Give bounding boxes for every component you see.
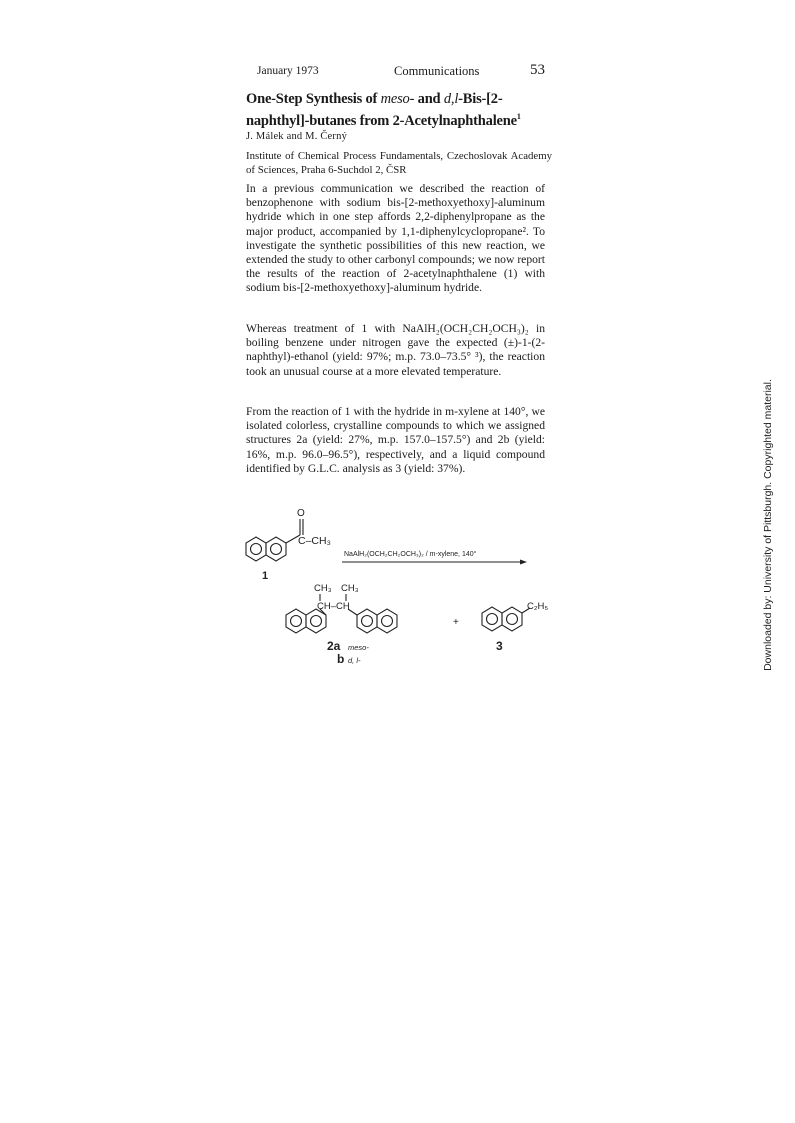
compound-1-label: 1 [262,570,269,582]
affiliation: Institute of Chemical Process Fundamentals, Czechoslovak Academy of Sciences, Praha 6-Suchdol 2, ČSR [246,150,552,176]
paragraph-benzene: Whereas treatment of 1 with NaAlH₂(OCH₂CH₂OCH₃)₂ in boiling benzene under nitrogen gave the expected (±)-1-(2-naphthyl)-ethanol (yield: 97%; m.p. 73.0–73.5° ³), the reaction took an unusual course at a more elevated temperature. [246,322,545,378]
reaction-arrow-icon [342,560,527,565]
page-number: 53 [530,62,545,78]
watermark-text: Downloaded by: University of Pittsburgh. Copyrighted material. [762,379,774,671]
compound-2a-label: 2a [327,639,341,653]
authors: J. Málek and M. Černý [246,131,348,142]
download-watermark [758,360,778,690]
bis-naphthyl-butane-icon [286,594,397,633]
title-part-2: and [414,91,444,107]
running-head [247,62,547,82]
ethyl-group: C₂H₅ [527,601,549,612]
meso-label: meso- [348,643,369,652]
plus-sign: + [453,617,459,628]
paragraph-xylene: From the reaction of 1 with the hydride in m-xylene at 140°, we isolated colorless, crystalline compounds to which we assigned structures 2a (yield: 27%, m.p. 157.0–157.5°) and 2b (yield: 16%, m.p. 96.0–96.5°), respectively, and a liquid compound identified by G.L.C. analysis as 3 (yield: 37%). [246,405,545,475]
methyl-left: CH₃ [314,583,332,594]
compound-2b-label: b [337,652,345,666]
title-part-1: One-Step Synthesis of [246,91,381,107]
butane-bridge: CH–CH [317,601,350,612]
reaction-scheme [236,505,549,666]
paragraph-intro: In a previous communication we described the reaction of benzophenone with sodium bis-[2-methoxyethoxy]-aluminum hydride which in one step affords 2,2-diphenylpropane as the major product, accompanied by 1,1-diphenylcyclopropane². To investigate the synthetic possibilities of this new reaction, we extended the study to other carbonyl compounds; we now report the results of the reaction of 2-acetylnaphthalene (1) with sodium bis-[2-methoxyethoxy]-aluminum hydride. [246,182,545,295]
reaction-scheme-svg [236,505,549,666]
title-footnote: 1 [516,112,521,121]
title-meso: meso- [380,91,415,107]
article-title [246,91,556,130]
title-part-3: -Bis-[2-naphthyl]-butanes from 2-Acetylnaphthalene [246,91,517,129]
section-name: Communications [394,64,480,78]
reagent-conditions: NaAlH₂(OCH₂CH₂OCH₃)₂ / m-xylene, 140° [344,551,477,558]
methyl-right: CH₃ [341,583,359,594]
acetyl-group: C–CH₃ [298,535,331,547]
compound-3-label: 3 [496,639,503,653]
carbonyl-oxygen: O [297,508,305,519]
title-dl: d,l [443,91,459,107]
ethylnaphthalene-3-icon [482,607,530,631]
naphthalene-1-icon [246,519,303,561]
issue-date: January 1973 [257,65,319,77]
dl-label: d, l- [348,656,361,665]
